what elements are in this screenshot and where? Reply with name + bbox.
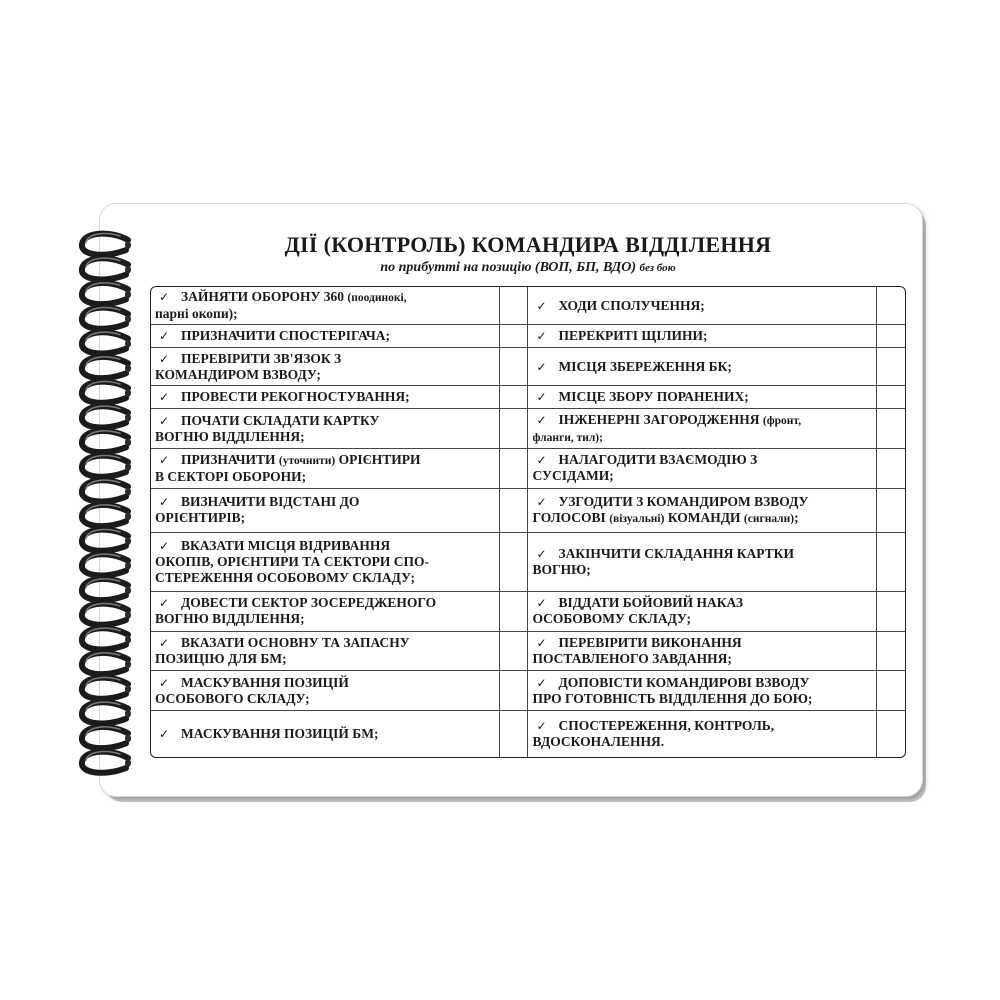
checkbox-cell[interactable] (876, 488, 905, 532)
item-text-part: ВКАЗАТИ ОСНОВНУ ТА ЗАПАСНУ ПОЗИЦІЮ ДЛЯ БМ; (155, 635, 410, 666)
checklist-item-left (151, 591, 499, 631)
checklist-grid (151, 287, 905, 757)
check-mark-icon: ✓ (159, 351, 170, 366)
checklist-item-left (151, 348, 499, 386)
checklist-item-text (532, 494, 808, 525)
checkbox-cell[interactable] (876, 386, 905, 409)
checkbox-cell[interactable] (499, 287, 528, 325)
item-text-part: ПЕРЕВІРИТИ ЗВ'ЯЗОК З КОМАНДИРОМ ВЗВОДУ; (155, 350, 342, 382)
table-row (151, 488, 905, 532)
checklist-item-text (155, 494, 359, 525)
checkbox-cell[interactable] (876, 711, 905, 757)
check-mark-icon: ✓ (159, 538, 170, 553)
checklist-item-text (181, 726, 378, 741)
item-text-part: ІНЖЕНЕРНІ ЗАГОРОДЖЕННЯ (558, 411, 763, 427)
checklist-item-text (532, 595, 743, 626)
checklist-item-left (151, 671, 499, 711)
checkbox-cell[interactable] (499, 386, 528, 409)
item-text-part: ВКАЗАТИ МІСЦЯ ВІДРИВАННЯ ОКОПІВ, ОРІЄНТИРИ ТА СЕКТОРИ СПО- СТЕРЕЖЕННЯ ОСОБОВОМУ СКЛАДУ; (155, 537, 429, 585)
table-row (151, 409, 905, 449)
checkbox-cell[interactable] (499, 348, 528, 386)
checklist-item-text (532, 452, 757, 483)
checkbox-cell[interactable] (499, 488, 528, 532)
checklist-item-right (528, 488, 876, 532)
check-mark-icon: ✓ (536, 719, 547, 734)
checklist-item-text (155, 413, 379, 444)
check-mark-icon: ✓ (159, 636, 170, 650)
check-mark-icon: ✓ (159, 390, 170, 405)
checklist-item-text (558, 298, 704, 313)
checkbox-cell[interactable] (499, 591, 528, 631)
check-mark-icon: ✓ (536, 675, 547, 690)
checklist-item-right (528, 386, 876, 409)
checklist-table (150, 286, 906, 758)
checklist-item-text (558, 328, 707, 343)
table-row (151, 449, 905, 489)
item-text-part: ; (794, 509, 799, 525)
item-text-part: ДОПОВІСТИ КОМАНДИРОВІ ВЗВОДУ ПРО ГОТОВНІСТЬ ВІДДІЛЕННЯ ДО БОЮ; (532, 674, 813, 706)
checklist-item-text (532, 635, 741, 666)
checkbox-cell[interactable] (876, 449, 905, 489)
subtitle-main: по прибутті на позицію (ВОП, БП, ВДО) (380, 260, 636, 275)
checklist-item-right (528, 325, 876, 348)
checklist-item-text (181, 389, 410, 404)
checklist-item-right (528, 591, 876, 631)
check-mark-icon: ✓ (159, 495, 170, 510)
item-text-part: ПРИЗНАЧИТИ (181, 451, 279, 467)
item-text-part: ПОЧАТИ СКЛАДАТИ КАРТКУ ВОГНЮ ВІДДІЛЕННЯ; (155, 412, 380, 444)
table-row (151, 631, 905, 671)
check-mark-icon: ✓ (536, 453, 547, 468)
checkbox-cell[interactable] (876, 409, 905, 449)
check-mark-icon: ✓ (536, 390, 547, 405)
check-mark-icon: ✓ (159, 290, 170, 305)
table-row (151, 348, 905, 386)
page-subtitle (150, 260, 906, 276)
checkbox-cell[interactable] (876, 325, 905, 348)
item-text-part: ПЕРЕВІРИТИ ВИКОНАННЯ ПОСТАВЛЕНОГО ЗАВДАННЯ; (532, 635, 742, 666)
checklist-item-text (155, 289, 407, 321)
item-text-part: (поодинокі, (347, 292, 407, 305)
checklist-item-text (532, 412, 801, 444)
checklist-item-right (528, 287, 876, 325)
table-row (151, 591, 905, 631)
checkbox-cell[interactable] (876, 671, 905, 711)
table-row (151, 287, 905, 325)
checklist-item-right (528, 711, 876, 757)
checkbox-cell[interactable] (499, 325, 528, 348)
checkbox-cell[interactable] (876, 631, 905, 671)
checklist-item-text (155, 538, 429, 585)
checklist-item-right (528, 409, 876, 449)
item-text-part: ЗАЙНЯТИ ОБОРОНУ 360 (181, 289, 348, 305)
checklist-item-text (558, 359, 731, 374)
check-mark-icon: ✓ (159, 413, 170, 428)
checklist-item-right (528, 449, 876, 489)
checklist-item-left (151, 631, 499, 671)
check-mark-icon: ✓ (159, 452, 170, 467)
checkbox-cell[interactable] (499, 631, 528, 671)
item-text-part: ОРІЄНТИРИ В СЕКТОРІ ОБОРОНИ; (155, 451, 421, 484)
check-mark-icon: ✓ (159, 727, 170, 742)
item-text-part: ВИЗНАЧИТИ ВІДСТАНІ ДО ОРІЄНТИРІВ; (155, 494, 360, 526)
checkbox-cell[interactable] (499, 671, 528, 711)
check-mark-icon: ✓ (159, 329, 170, 344)
item-text-part: КОМАНДИ (664, 509, 744, 525)
checklist-item-right (528, 671, 876, 711)
checkbox-cell[interactable] (876, 591, 905, 631)
checklist-item-text (155, 675, 349, 706)
checklist-item-text (532, 718, 774, 749)
item-text-part: ЗАКІНЧИТИ СКЛАДАННЯ КАРТКИ ВОГНЮ; (532, 545, 794, 577)
item-text-part: (уточнити) (278, 454, 336, 467)
checklist-item-text (532, 546, 793, 577)
checklist-item-left (151, 325, 499, 348)
check-mark-icon: ✓ (159, 596, 170, 611)
item-text-part: ПЕРЕКРИТІ ЩІЛИНИ; (558, 328, 708, 344)
checklist-item-text (155, 452, 421, 484)
item-text-part: (фронт, фланги, тил); (532, 414, 802, 444)
item-text-part: НАЛАГОДИТИ ВЗАЄМОДІЮ З СУСІДАМИ; (532, 452, 758, 484)
checklist-item-left (151, 532, 499, 591)
check-mark-icon: ✓ (536, 494, 547, 509)
item-text-part: СПОСТЕРЕЖЕННЯ, КОНТРОЛЬ, ВДОСКОНАЛЕННЯ. (532, 718, 775, 750)
item-text-part: МАСКУВАННЯ ПОЗИЦІЙ БМ; (181, 726, 379, 742)
check-mark-icon: ✓ (536, 359, 547, 374)
checkbox-cell[interactable] (876, 348, 905, 386)
subtitle-note: без бою (639, 262, 676, 274)
checkbox-cell[interactable] (876, 532, 905, 591)
checklist-item-left (151, 711, 499, 757)
item-text-part: (сигнали) (743, 512, 795, 525)
item-text-part: ПРИЗНАЧИТИ СПОСТЕРІГАЧА; (181, 328, 391, 344)
check-mark-icon: ✓ (536, 329, 547, 344)
table-row (151, 386, 905, 409)
checklist-item-text (181, 328, 390, 343)
item-text-part: МІСЦЯ ЗБЕРЕЖЕННЯ БК; (558, 358, 732, 374)
checklist-item-left (151, 386, 499, 409)
checklist-item-text (532, 675, 812, 706)
table-row (151, 532, 905, 591)
checklist-item-left (151, 449, 499, 489)
item-text-part: ПРОВЕСТИ РЕКОГНОСТУВАННЯ; (181, 389, 410, 405)
checklist-item-text (558, 389, 748, 404)
item-text-part: МІСЦЕ ЗБОРУ ПОРАНЕНИХ; (558, 389, 749, 405)
checklist-item-text (155, 595, 436, 626)
check-mark-icon: ✓ (536, 412, 547, 427)
item-text-part: ХОДИ СПОЛУЧЕННЯ; (558, 297, 705, 313)
checklist-item-text (155, 351, 341, 382)
checkbox-cell[interactable] (499, 711, 528, 757)
checkbox-cell[interactable] (876, 287, 905, 325)
check-mark-icon: ✓ (159, 675, 170, 690)
table-row (151, 671, 905, 711)
checklist-item-right (528, 348, 876, 386)
item-text-part: ДОВЕСТИ СЕКТОР ЗОСЕРЕДЖЕНОГО ВОГНЮ ВІДДІЛЕННЯ; (155, 595, 437, 627)
checkbox-cell[interactable] (499, 449, 528, 489)
table-row (151, 325, 905, 348)
item-text-part: парні окопи); (155, 306, 238, 322)
check-mark-icon: ✓ (536, 298, 547, 313)
item-text-part: МАСКУВАННЯ ПОЗИЦІЙ ОСОБОВОГО СКЛАДУ; (155, 674, 349, 706)
checklist-item-left (151, 409, 499, 449)
item-text-part: ВІДДАТИ БОЙОВИЙ НАКАЗ ОСОБОВОМУ СКЛАДУ; (532, 595, 744, 627)
item-text-part: (візуальні) (609, 512, 665, 525)
checklist-item-right (528, 532, 876, 591)
item-text-part: УЗГОДИТИ З КОМАНДИРОМ ВЗВОДУ ГОЛОСОВІ (532, 493, 809, 525)
checklist-item-text (155, 635, 410, 666)
check-mark-icon: ✓ (536, 636, 547, 650)
check-mark-icon: ✓ (536, 596, 547, 611)
check-mark-icon: ✓ (536, 546, 547, 561)
table-row (151, 711, 905, 757)
checkbox-cell[interactable] (499, 409, 528, 449)
checklist-item-left (151, 287, 499, 325)
checklist-item-left (151, 488, 499, 532)
checklist-item-right (528, 631, 876, 671)
checkbox-cell[interactable] (499, 532, 528, 591)
page-title: ДІЇ (КОНТРОЛЬ) КОМАНДИРА ВІДДІЛЕННЯ (284, 232, 772, 257)
